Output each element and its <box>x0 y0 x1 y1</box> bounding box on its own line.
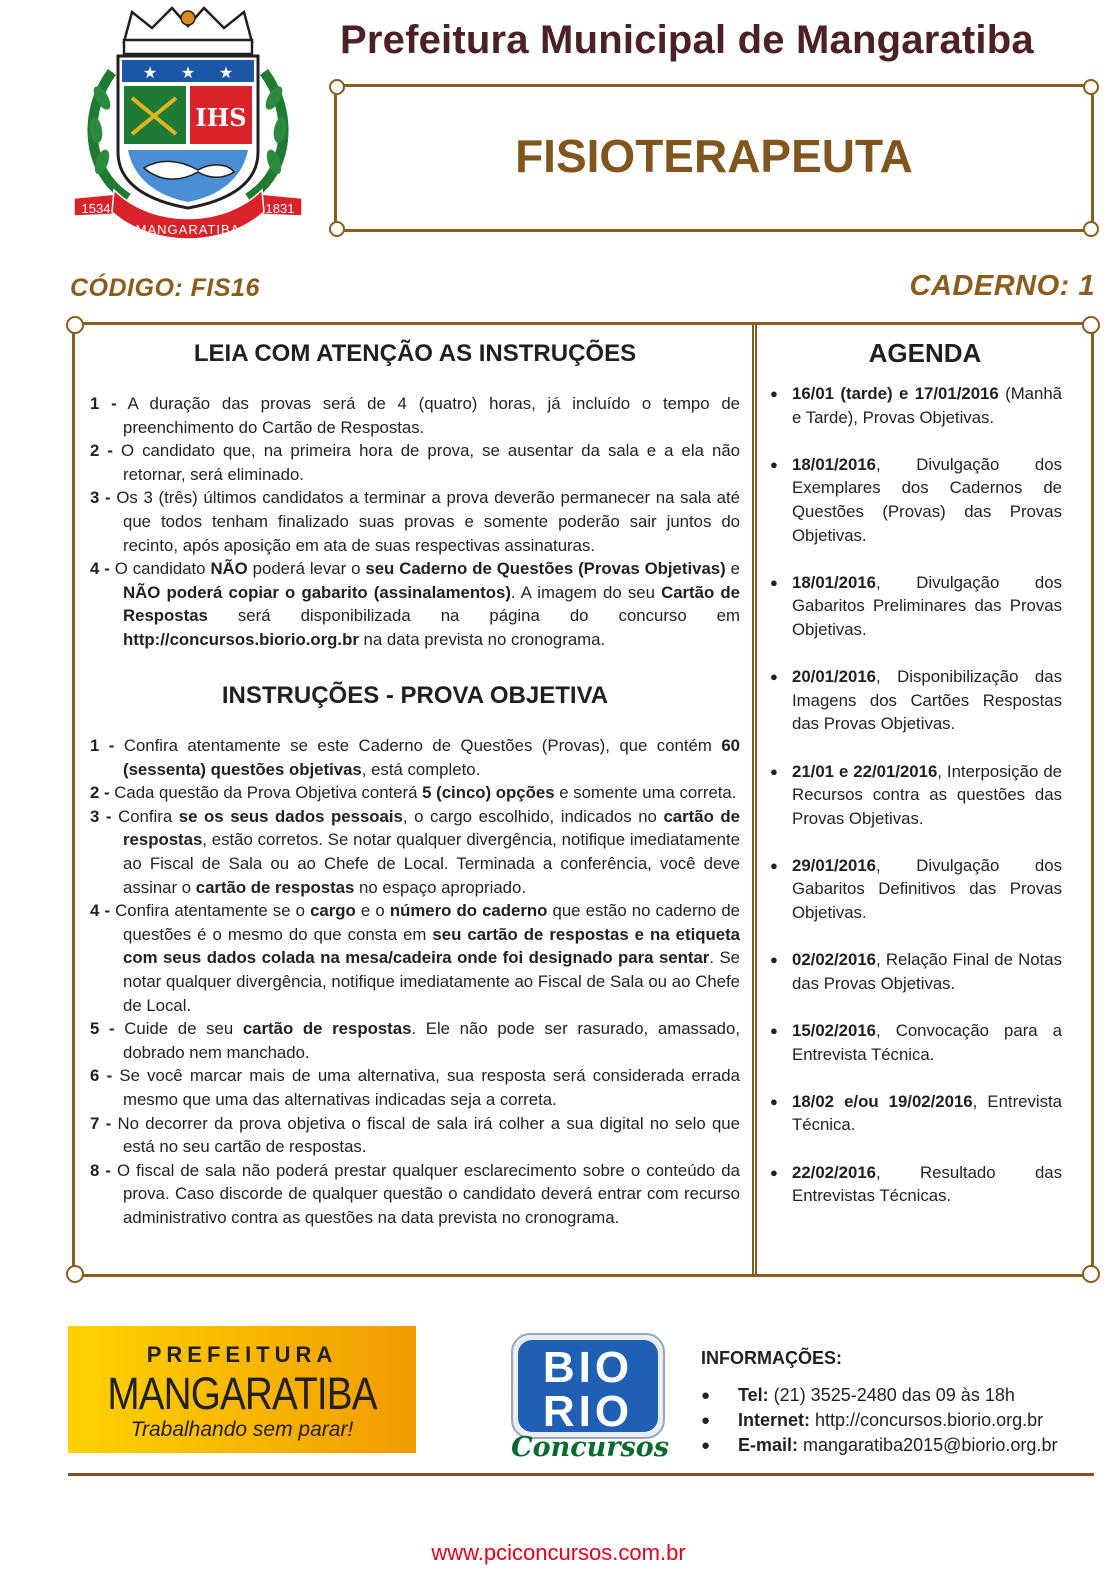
prefeitura-brand-logo <box>68 1326 416 1453</box>
svg-text:1831: 1831 <box>265 201 295 216</box>
svg-text:★: ★ <box>218 65 234 82</box>
svg-text:RIO: RIO <box>542 1387 634 1436</box>
svg-text:1534: 1534 <box>81 201 111 216</box>
frame-ornament <box>1083 221 1099 237</box>
page-title: Prefeitura Municipal de Mangaratiba <box>340 18 1034 62</box>
booklet-number: CADERNO: 1 <box>909 270 1095 302</box>
agenda-item: ● 21/01 e 22/01/2016, Interposição de Recursos contra as questões das Provas Objetivas. <box>770 760 1062 831</box>
instructions-title: LEIA COM ATENÇÃO AS INSTRUÇÕES <box>193 340 637 367</box>
list-item: 4 - O candidato NÃO poderá levar o seu Caderno de Questões (Provas Objetivas) e NÃO poderá copiar o gabarito (assinalamentos). A imagem do seu Cartão de Respostas será disponibilizada na página do concurso em http://concursos.biorio.org.br na data prevista no cronograma. <box>90 559 740 649</box>
frame-ornament <box>66 1265 84 1283</box>
brand-top-text: PREFEITURA <box>146 1342 338 1367</box>
list-item: 7 - No decorrer da prova objetiva o fiscal de sala irá colher a sua digital no selo que está no seu cartão de respostas. <box>90 1113 740 1157</box>
agenda-title: AGENDA <box>868 338 982 368</box>
objective-title: INSTRUÇÕES - PROVA OBJETIVA <box>221 682 609 709</box>
brand-main-text: MANGARATIBA <box>107 1368 377 1419</box>
site-watermark-link[interactable]: www.pciconcursos.com.br <box>431 1540 686 1565</box>
biorio-subtitle: Concursos <box>511 1432 669 1463</box>
contact-email[interactable]: ● E-mail: mangaratiba2015@biorio.org.br <box>701 1433 1057 1458</box>
list-item: 2 - O candidato que, na primeira hora de prova, se ausentar da sala e a ela não retornar, será eliminado. <box>90 441 741 484</box>
contact-list <box>701 1383 1057 1458</box>
frame-ornament <box>1082 1265 1100 1283</box>
agenda-item: ● 18/02 e/ou 19/02/2016, Entrevista Técnica. <box>770 1090 1062 1137</box>
contact-phone: ● Tel: (21) 3525-2480 das 09 às 18h <box>701 1383 1057 1408</box>
exam-code: CÓDIGO: FIS16 <box>70 274 260 302</box>
svg-text:BIO: BIO <box>542 1343 634 1392</box>
frame-ornament <box>1082 316 1100 334</box>
agenda-item: ● 02/02/2016, Relação Final de Notas das Provas Objetivas. <box>770 948 1062 995</box>
objective-list <box>90 734 740 1229</box>
agenda-item: ● 20/01/2016, Disponibilização das Imagens dos Cartões Respostas das Provas Objetivas. <box>770 665 1062 736</box>
list-item: 8 - O fiscal de sala não poderá prestar qualquer esclarecimento sobre o conteúdo da prova. Caso discorde de qualquer questão o candidato deverá entrar com recurso administrativo contra as questões na data prevista no cronograma. <box>90 1160 740 1227</box>
contact-internet[interactable]: ● Internet: http://concursos.biorio.org.br <box>701 1408 1057 1433</box>
brand-slogan: Trabalhando sem parar! <box>130 1418 354 1441</box>
list-item: 3 - Confira se os seus dados pessoais, o cargo escolhido, indicados no cartão de respostas, estão corretos. Se notar qualquer divergência, notifique imediatamente ao Fiscal de Sala ou ao Chefe de Local. Terminada a conferência, você deve assinar o cartão de respostas no espaço apropriado. <box>90 806 741 897</box>
footer-divider <box>68 1473 1094 1476</box>
svg-text:★: ★ <box>180 65 196 82</box>
svg-text:★: ★ <box>142 65 158 82</box>
agenda-item: ● 15/02/2016, Convocação para a Entrevista Técnica. <box>770 1019 1062 1066</box>
list-item: 1 - Confira atentamente se este Caderno de Questões (Provas), que contém 60 (sessenta) questões objetivas, está completo. <box>90 736 740 779</box>
role-frame <box>334 84 1094 232</box>
agenda-item: ● 18/01/2016, Divulgação dos Exemplares dos Cadernos de Questões (Provas) das Provas Objetivas. <box>770 453 1062 547</box>
agenda-item: ● 22/02/2016, Resultado das Entrevistas Técnicas. <box>770 1161 1062 1208</box>
list-item: 2 - Cada questão da Prova Objetiva conterá 5 (cinco) opções e somente uma correta. <box>90 783 737 803</box>
agenda-item: ● 18/01/2016, Divulgação dos Gabaritos Preliminares das Provas Objetivas. <box>770 571 1062 642</box>
list-item: 3 - Os 3 (três) últimos candidatos a terminar a prova deverão permanecer na sala até que todos tenham finalizado suas provas e somente poderão sair juntos do recinto, após aposição em ata de suas respectivas assinaturas. <box>90 488 740 555</box>
frame-ornament <box>1083 79 1099 95</box>
svg-text:MANGARATIBA: MANGARATIBA <box>135 222 241 237</box>
frame-ornament <box>329 221 345 237</box>
agenda-item: ● 29/01/2016, Divulgação dos Gabaritos Definitivos das Provas Objetivas. <box>770 854 1062 925</box>
agenda-item: ● 16/01 (tarde) e 17/01/2016 (Manhã e Tarde), Provas Objetivas. <box>770 382 1062 429</box>
list-item: 6 - Se você marcar mais de uma alternativa, sua resposta será considerada errada mesmo que uma das alternativas indicadas seja a correta. <box>90 1066 740 1109</box>
municipal-coat-of-arms <box>72 2 304 242</box>
role-title: FISIOTERAPEUTA <box>515 130 913 182</box>
frame-ornament <box>66 316 84 334</box>
list-item: 5 - Cuide de seu cartão de respostas. Ele não pode ser rasurado, amassado, dobrado nem manchado. <box>90 1019 740 1062</box>
frame-ornament <box>329 79 345 95</box>
agenda-list <box>770 382 1062 1231</box>
svg-text:IHS: IHS <box>195 103 247 132</box>
instructions-list <box>90 392 740 652</box>
list-item: 1 - A duração das provas será de 4 (quatro) horas, já incluído o tempo de preenchimento do Cartão de Respostas. <box>90 394 740 437</box>
info-title: INFORMAÇÕES: <box>701 1348 842 1368</box>
list-item: 4 - Confira atentamente se o cargo e o número do caderno que estão no caderno de questões é o mesmo do que consta em seu cartão de respostas e na etiqueta com seus dados colada na mesa/cadeira onde foi designado para sentar. Se notar qualquer divergência, notifique imediatamente ao Fiscal de Sala ou ao Chefe de Local. <box>90 901 740 1015</box>
column-divider <box>752 322 757 1277</box>
